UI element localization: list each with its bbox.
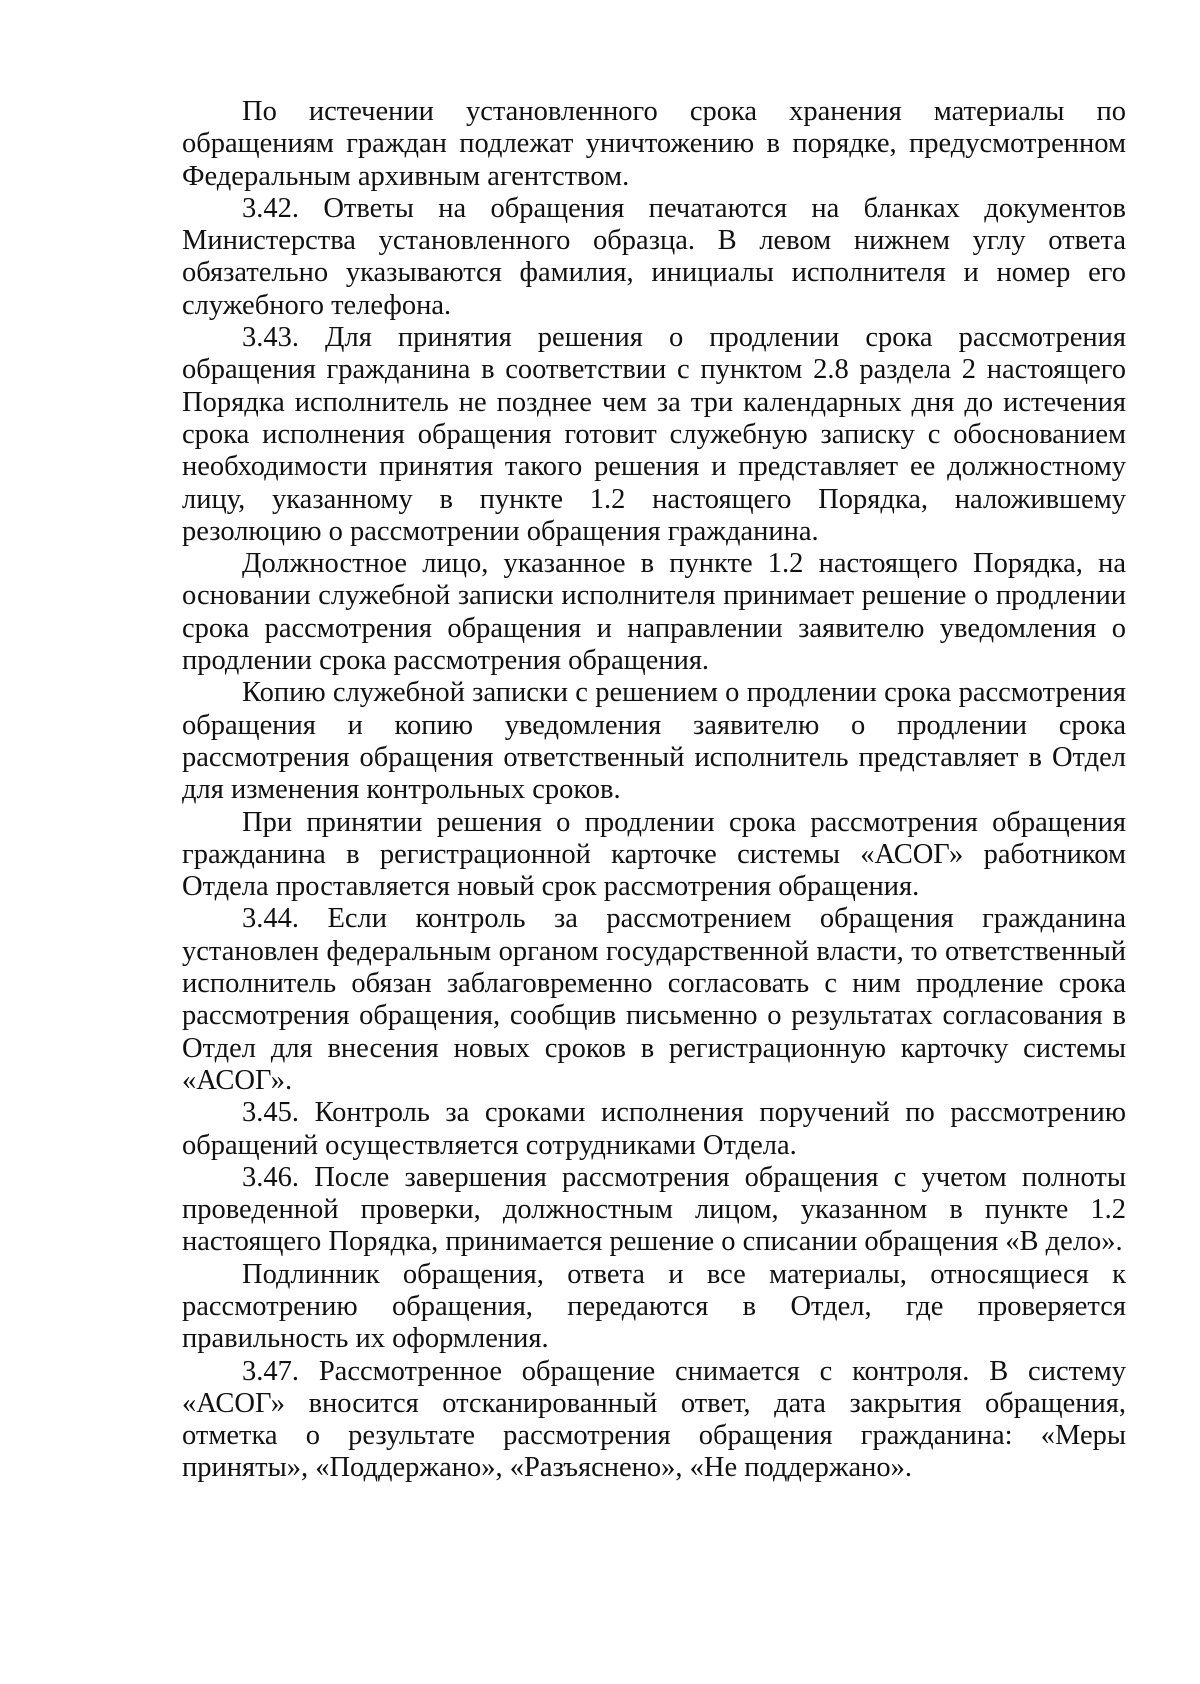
paragraph-3-44: 3.44. Если контроль за рассмотрением обращения гражданина установлен федеральным органом государственной власти, то ответственный исполнитель обязан заблаговременно согласовать с ним продление срока рассмотрения обращения, сообщив письменно о результатах согласования в Отдел для внесения новых сроков в регистрационную карточку системы «АСОГ».: [182, 903, 1126, 1096]
paragraph-3-42: 3.42. Ответы на обращения печатаются на бланках документов Министерства установленного образца. В левом нижнем углу ответа обязательно указываются фамилия, инициалы исполнителя и номер его служебного телефона.: [182, 192, 1126, 321]
document-body: [182, 96, 1126, 1485]
paragraph-original-materials: Подлинник обращения, ответа и все материалы, относящиеся к рассмотрению обращения, передаются в Отдел, где проверяется правильность их оформления.: [182, 1258, 1126, 1355]
paragraph-3-43: 3.43. Для принятия решения о продлении срока рассмотрения обращения гражданина в соответствии с пунктом 2.8 раздела 2 настоящего Порядка исполнитель не позднее чем за три календарных дня до истечения срока исполнения обращения готовит служебную записку с обоснованием необходимости принятия такого решения и представляет ее должностному лицу, указанному в пункте 1.2 настоящего Порядка, наложившему резолюцию о рассмотрении обращения гражданина.: [182, 322, 1126, 547]
paragraph-3-45: 3.45. Контроль за сроками исполнения поручений по рассмотрению обращений осуществляется сотрудниками Отдела.: [182, 1097, 1126, 1161]
paragraph-new-deadline: При принятии решения о продлении срока рассмотрения обращения гражданина в регистрационной карточке системы «АСОГ» работником Отдела проставляется новый срок рассмотрения обращения.: [182, 806, 1126, 903]
paragraph-memo-copy: Копию служебной записки с решением о продлении срока рассмотрения обращения и копию уведомления заявителю о продлении срока рассмотрения обращения ответственный исполнитель представляет в Отдел для изменения контрольных сроков.: [182, 677, 1126, 806]
paragraph-storage-term: По истечении установленного срока хранения материалы по обращениям граждан подлежат уничтожению в порядке, предусмотренном Федеральным архивным агентством.: [182, 96, 1126, 192]
paragraph-official-decision: Должностное лицо, указанное в пункте 1.2 настоящего Порядка, на основании служебной записки исполнителя принимает решение о продлении срока рассмотрения обращения и направлении заявителю уведомления о продлении срока рассмотрения обращения.: [182, 548, 1126, 677]
paragraph-3-47: 3.47. Рассмотренное обращение снимается с контроля. В систему «АСОГ» вносится отсканированный ответ, дата закрытия обращения, отметка о результате рассмотрения обращения гражданина: «Меры приняты», «Поддержано», «Разъяснено», «Не поддержано».: [182, 1355, 1126, 1484]
paragraph-3-46: 3.46. После завершения рассмотрения обращения с учетом полноты проведенной проверки, должностным лицом, указанном в пункте 1.2 настоящего Порядка, принимается решение о списании обращения «В дело».: [182, 1161, 1126, 1258]
